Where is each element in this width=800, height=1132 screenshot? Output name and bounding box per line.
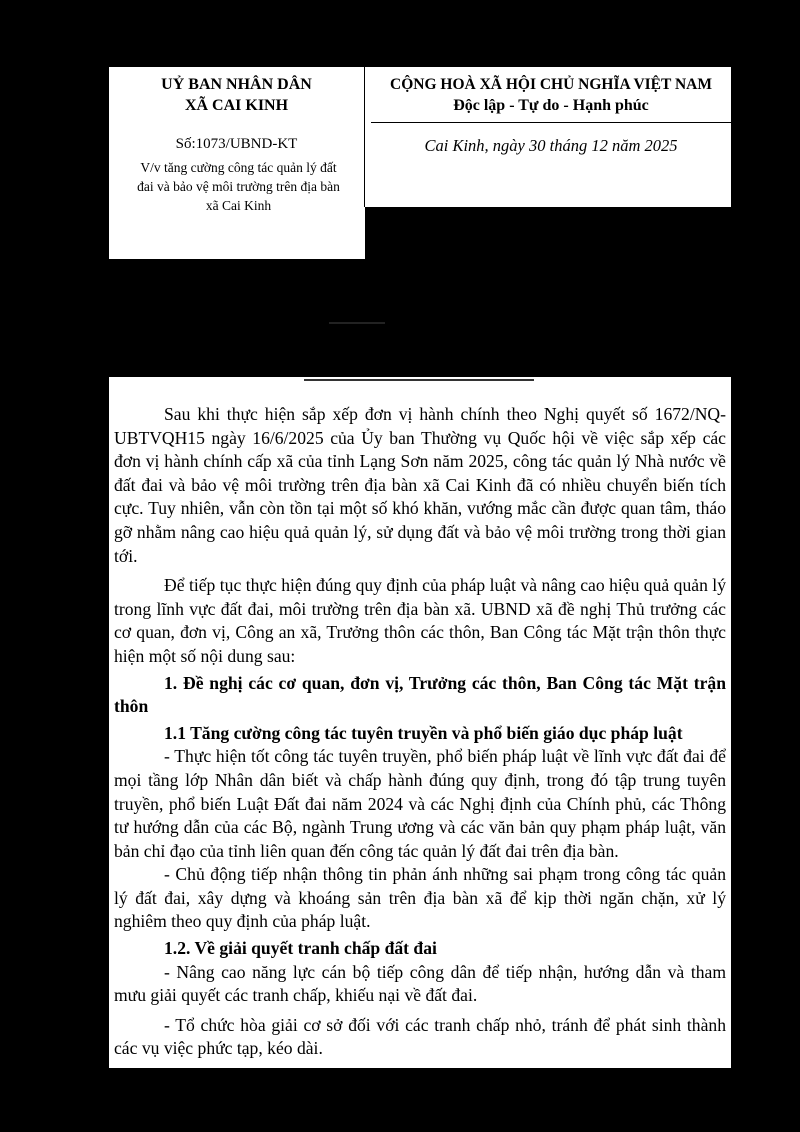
- paragraph: - Nâng cao năng lực cán bộ tiếp công dân để tiếp nhận, hướng dẫn và tham mưu giải quyết các tranh chấp, khiếu nại về đất đai.: [114, 961, 726, 1006]
- motto-underline: [371, 122, 731, 123]
- paragraph: - Tổ chức hòa giải cơ sở đối với các tranh chấp nhỏ, tránh để phát sinh thành các vụ việc phức tạp, kéo dài.: [114, 1014, 726, 1059]
- body-content: [114, 403, 726, 1061]
- redacted-fragment: [304, 377, 534, 383]
- subsection-heading: 1.1 Tăng cường công tác tuyên truyền và phổ biến giáo dục pháp luật: [164, 722, 683, 743]
- header-divider: [364, 67, 365, 207]
- subsection-heading: 1.2. Về giải quyết tranh chấp đất đai: [164, 938, 437, 959]
- document-body: [109, 377, 731, 1068]
- paragraph: - Thực hiện tốt công tác tuyên truyền, phổ biến pháp luật về lĩnh vực đất đai để mọi tầng lớp Nhân dân biết và chấp hành đúng quy định, trong đó tập trung tuyên truyền, phổ biến Luật Đất đai năm 2024 và các Nghị định của Chính phủ, các Thông tư hướng dẫn của các Bộ, ngành Trung ương và các văn bản quy phạm pháp luật, văn bản chỉ đạo của tỉnh liên quan đến công tác quản lý đất đai trên địa bàn.: [114, 746, 726, 861]
- issuer-org-line2: XÃ CAI KINH: [184, 97, 289, 114]
- redacted-fragment: [329, 319, 389, 326]
- issuer-org-line1: UỶ BAN NHÂN DÂN: [161, 76, 312, 93]
- date-line: Cai Kinh, ngày 30 tháng 12 năm 2025: [424, 136, 678, 155]
- national-motto: Độc lập - Tự do - Hạnh phúc: [453, 97, 649, 114]
- document-subject: V/v tăng cường công tác quản lý đất đai và bảo vệ môi trường trên địa bàn xã Cai Kinh: [137, 160, 340, 213]
- document-number: Số:1073/UBND-KT: [175, 136, 298, 152]
- paragraph: Để tiếp tục thực hiện đúng quy định của pháp luật và nâng cao hiệu quả quản lý trong lĩnh vực đất đai, môi trường trên địa bàn xã. UBND xã đề nghị Thủ trưởng các cơ quan, đơn vị, Công an xã, Trưởng thôn các thôn, Ban Công tác Mặt trận thôn thực hiện một số nội dung sau:: [114, 575, 726, 666]
- national-title: CỘNG HOÀ XÃ HỘI CHỦ NGHĨA VIỆT NAM: [390, 76, 712, 93]
- paragraph: Sau khi thực hiện sắp xếp đơn vị hành chính theo Nghị quyết số 1672/NQ-UBTVQH15 ngày 16/6/2025 của Ủy ban Thường vụ Quốc hội về việc sắp xếp các đơn vị hành chính cấp xã của tỉnh Lạng Sơn năm 2025, công tác quản lý Nhà nước về đất đai và bảo vệ môi trường trên địa bàn xã Cai Kinh đã có nhiều chuyển biến tích cực. Tuy nhiên, vẫn còn tồn tại một số khó khăn, vướng mắc cần được quan tâm, tháo gỡ nhằm nâng cao hiệu quả quản lý, sử dụng đất và bảo vệ môi trường trong thời gian tới.: [114, 404, 726, 566]
- paragraph: - Chủ động tiếp nhận thông tin phản ánh những sai phạm trong công tác quản lý đất đai, xây dựng và khoáng sản trên địa bàn xã để kịp thời ngăn chặn, xử lý nghiêm theo quy định của pháp luật.: [114, 864, 726, 932]
- redaction-block: [365, 207, 731, 259]
- section-heading: 1. Đề nghị các cơ quan, đơn vị, Trưởng các thôn, Ban Công tác Mặt trận thôn: [114, 672, 726, 717]
